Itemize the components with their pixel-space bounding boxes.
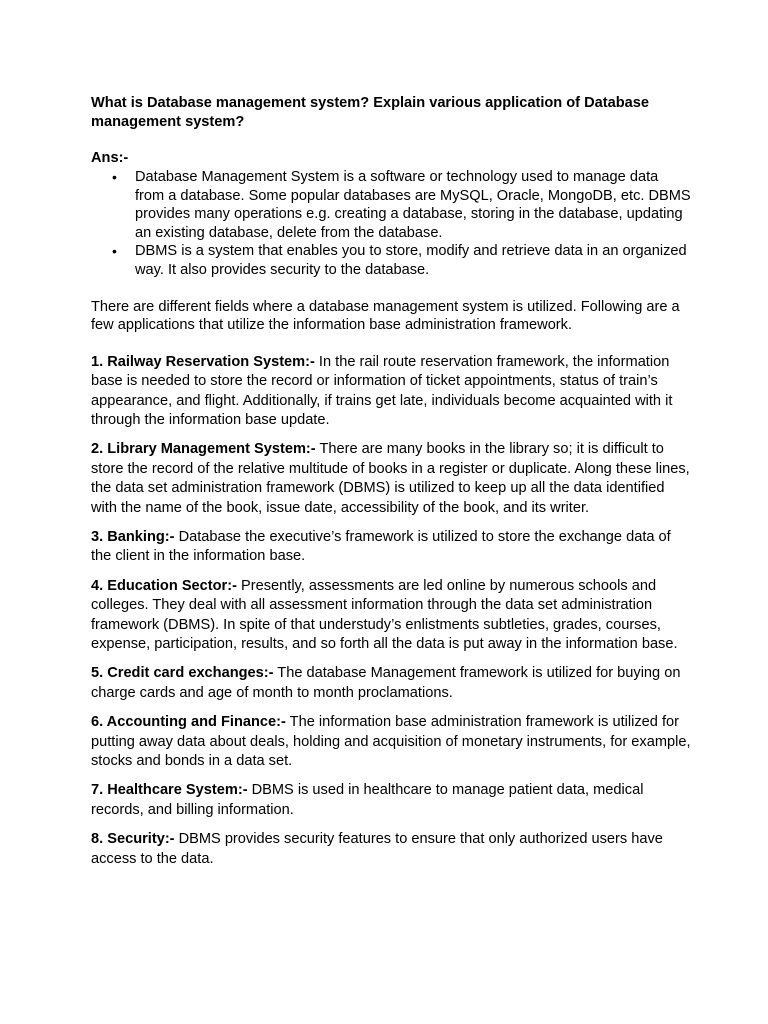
- application-item-healthcare: [91, 781, 691, 820]
- answer-bullet-item: [91, 242, 691, 279]
- application-text: The database Management framework is utilized for buying on charge cards and age of month to month proclamations.: [91, 665, 681, 701]
- answer-label: Ans:-: [91, 150, 129, 166]
- application-heading: 4. Education Sector:-: [91, 577, 237, 594]
- answer-bullet-text: Database Management System is a software or technology used to manage data from a database. Some popular databases are MySQL, Oracle, MongoDB, etc. DBMS provides many operations e.g. creating a database, storing in the database, updating an existing database, delete from the database.: [135, 169, 691, 241]
- application-heading: 2. Library Management System:-: [91, 441, 316, 458]
- document-page: [91, 94, 691, 869]
- application-item-education: [91, 577, 691, 655]
- application-text: DBMS provides security features to ensure that only authorized users have access to the data.: [91, 831, 663, 867]
- answer-bullet-list: [91, 168, 691, 280]
- application-text: Presently, assessments are led online by numerous schools and colleges. They deal with all assessment information through the data set administration framework (DBMS). In spite of that understudy’s enlistments subtleties, grades, courses, expense, participation, results, and so forth all the data is put away in the information base.: [91, 577, 678, 653]
- question-heading: What is Database management system? Explain various application of Database management system?: [91, 95, 649, 130]
- application-heading: 8. Security:-: [91, 831, 175, 848]
- application-item-railway: [91, 353, 691, 431]
- answer-bullet-text: DBMS is a system that enables you to store, modify and retrieve data in an organized way. It also provides security to the database.: [135, 243, 687, 278]
- application-text: Database the executive’s framework is utilized to store the exchange data of the client in the information base.: [91, 529, 671, 565]
- application-text: The information base administration framework is utilized for putting away data about deals, holding and acquisition of monetary instruments, for example, stocks and bonds in a data set.: [91, 714, 691, 770]
- application-heading: 7. Healthcare System:-: [91, 782, 248, 799]
- answer-bullet-item: [91, 168, 691, 242]
- application-heading: 5. Credit card exchanges:-: [91, 665, 274, 682]
- application-text: There are many books in the library so; it is difficult to store the record of the relative multitude of books in a register or duplicate. Along these lines, the data set administration framework (DBMS) is utilized to keep up all the data identified with the name of the book, issue date, accessibility of the book, and its writer.: [91, 441, 690, 516]
- intro-paragraph: There are different fields where a database management system is utilized. Following are a few applications that utilize the information base administration framework.: [91, 298, 680, 334]
- application-heading: 6. Accounting and Finance:-: [91, 714, 286, 731]
- application-item-banking: [91, 528, 691, 567]
- application-heading: 3. Banking:-: [91, 529, 175, 545]
- application-heading: 1. Railway Reservation System:-: [91, 353, 315, 370]
- bullet-icon: •: [112, 169, 117, 185]
- application-item-credit-card: [91, 664, 691, 703]
- application-item-accounting: [91, 713, 691, 771]
- application-item-library: [91, 440, 691, 518]
- application-text: DBMS is used in healthcare to manage patient data, medical records, and billing information.: [91, 782, 644, 818]
- bullet-icon: •: [112, 243, 117, 260]
- application-text: In the rail route reservation framework, the information base is needed to store the record or information of ticket appointments, status of train’s appearance, and flight. Additionally, if trains get late, individuals become acquainted with it through the information base update.: [91, 353, 673, 428]
- application-item-security: [91, 830, 691, 869]
